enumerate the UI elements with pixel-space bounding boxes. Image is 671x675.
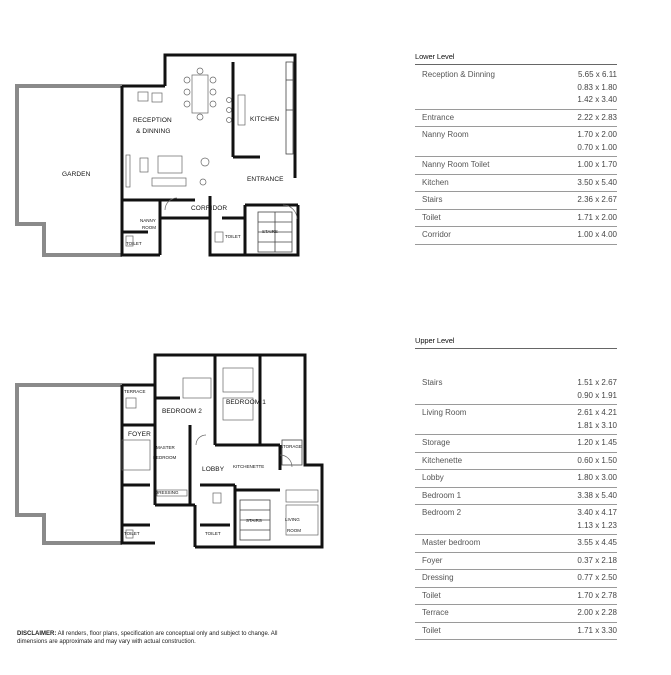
lower-room-row [415, 67, 617, 110]
label-toilet-lower: TOILET [225, 234, 241, 239]
upper-garden-area [17, 385, 122, 543]
room-name: Stairs [422, 195, 443, 204]
lower-room-row [415, 192, 617, 210]
label-dressing: DRESSING [155, 490, 179, 495]
label-kitchenette: KITCHENETTE [233, 464, 265, 469]
disclaimer [17, 630, 307, 646]
room-name: Bedroom 2 [422, 508, 462, 517]
label-master-bedroom: BEDROOM [153, 455, 177, 460]
room-dimension-value: 0.77 x 2.50 [577, 573, 617, 582]
room-dimension-value: 3.38 x 5.40 [577, 490, 617, 500]
label-lobby: LOBBY [202, 466, 225, 473]
room-dimensions [577, 212, 617, 225]
room-dimensions [577, 194, 617, 207]
lower-thin-walls [258, 62, 293, 252]
room-dimension-value: 1.80 x 3.00 [577, 473, 617, 482]
room-dimension-value: 3.40 x 4.17 [577, 508, 617, 517]
room-name: Nanny Room Toilet [422, 160, 490, 169]
lower-room-row [415, 227, 617, 245]
room-name: Kitchenette [422, 455, 463, 465]
lower-room-row [415, 210, 617, 228]
room-dimension-value: 1.13 x 1.23 [577, 520, 617, 530]
upper-room-row [415, 405, 617, 435]
label-stairs-upper: STAIRS [246, 518, 262, 523]
label-toilet-nanny: TOILET [126, 241, 142, 246]
room-dimensions [577, 625, 617, 638]
upper-level-title: Upper Level [415, 336, 455, 345]
upper-room-row [415, 470, 617, 488]
room-name: Storage [422, 438, 451, 447]
upper-room-row [415, 623, 617, 641]
label-kitchen: KITCHEN [250, 116, 280, 123]
room-dimensions [577, 472, 617, 485]
room-dimensions [577, 507, 617, 532]
room-dimensions [577, 129, 617, 154]
upper-room-row [415, 553, 617, 571]
label-living: LIVING [285, 517, 300, 522]
upper-room-row [415, 588, 617, 606]
room-dimension-value: 5.65 x 6.11 [578, 70, 617, 79]
room-dimension-value: 1.70 x 2.78 [577, 590, 617, 600]
room-name: Living Room [422, 408, 467, 417]
label-garden: GARDEN [62, 171, 91, 178]
label-bedroom1: BEDROOM 1 [226, 399, 266, 406]
room-dimension-value: 3.55 x 4.45 [577, 538, 617, 547]
label-reception: RECEPTION [133, 117, 172, 124]
room-name: Kitchen [422, 177, 449, 187]
lower-room-row [415, 127, 617, 157]
label-storage: STORAGE [280, 444, 302, 449]
upper-level-plan [17, 355, 322, 547]
room-name: Nanny Room [422, 130, 469, 139]
room-dimensions [577, 437, 617, 450]
room-name: Foyer [422, 555, 443, 565]
room-name: Terrace [422, 608, 449, 617]
room-dimension-value: 1.71 x 2.00 [577, 212, 617, 222]
room-name: Dressing [422, 573, 454, 582]
label-foyer: FOYER [128, 431, 151, 438]
upper-room-row [415, 488, 617, 506]
label-dinning: & DINNING [136, 128, 171, 135]
room-dimension-value: 1.42 x 3.40 [577, 95, 617, 104]
room-dimension-value: 1.20 x 1.45 [577, 438, 617, 447]
lower-level-title: Lower Level [415, 52, 455, 61]
room-name: Corridor [422, 230, 451, 239]
upper-room-row [415, 505, 617, 535]
upper-room-row [415, 570, 617, 588]
lower-level-table [415, 52, 617, 245]
room-dimension-value: 0.90 x 1.91 [577, 390, 617, 400]
room-dimensions [577, 177, 617, 190]
room-name: Toilet [422, 590, 441, 600]
lower-room-row [415, 157, 617, 175]
lower-level-plan [17, 55, 298, 255]
room-dimension-value: 0.60 x 1.50 [577, 455, 617, 465]
room-name: Bedroom 1 [422, 490, 462, 500]
upper-room-row [415, 375, 617, 405]
room-dimensions [577, 159, 617, 172]
room-dimensions [577, 69, 617, 107]
room-dimension-value: 3.50 x 5.40 [577, 177, 617, 187]
room-dimension-value: 0.83 x 1.80 [577, 82, 617, 92]
room-dimension-value: 2.61 x 4.21 [577, 408, 617, 417]
room-dimension-value: 2.00 x 2.28 [577, 608, 617, 617]
label-living-room: ROOM [287, 528, 301, 533]
room-dimension-value: 1.51 x 2.67 [577, 378, 617, 387]
room-dimension-value: 2.22 x 2.83 [577, 112, 617, 122]
room-dimension-value: 1.00 x 1.70 [577, 160, 617, 169]
lower-room-row [415, 110, 617, 128]
label-stairs-lower: STAIRS [262, 229, 278, 234]
label-nanny: NANNY [140, 218, 156, 223]
upper-room-row [415, 535, 617, 553]
room-name: Toilet [422, 212, 441, 222]
room-dimension-value: 1.81 x 3.10 [577, 420, 617, 430]
label-corridor: CORRIDOR [191, 205, 228, 212]
room-dimension-value: 1.71 x 3.30 [577, 625, 617, 635]
upper-room-row [415, 453, 617, 471]
room-dimension-value: 0.37 x 2.18 [577, 555, 617, 565]
room-dimension-value: 0.70 x 1.00 [577, 142, 617, 152]
room-name: Master bedroom [422, 538, 481, 547]
room-name: Entrance [422, 112, 455, 122]
room-name: Stairs [422, 378, 443, 387]
room-dimensions [577, 607, 617, 620]
room-dimensions [577, 229, 617, 242]
label-terrace: TERRACE [124, 389, 146, 394]
room-dimensions [577, 555, 617, 568]
room-dimensions [577, 537, 617, 550]
upper-level-rows [415, 375, 617, 640]
disclaimer-text: All renders, floor plans, specification are conceptual only and subject to change. All dimensions are approximate and may vary with actual construction. [17, 631, 278, 645]
room-name: Toilet [422, 625, 441, 635]
room-dimensions [577, 590, 617, 603]
room-name: Lobby [422, 473, 444, 482]
label-toilet-upper-a: TOILET [124, 531, 140, 536]
label-toilet-upper-b: TOILET [205, 531, 221, 536]
room-dimensions [577, 490, 617, 503]
label-nanny-room: ROOM [142, 225, 156, 230]
room-dimension-value: 1.00 x 4.00 [577, 230, 617, 239]
upper-room-row [415, 605, 617, 623]
lower-level-rule [415, 64, 617, 65]
room-dimensions [577, 407, 617, 432]
room-dimensions [577, 455, 617, 468]
lower-room-row [415, 175, 617, 193]
room-dimensions [577, 572, 617, 585]
upper-level-table [415, 336, 617, 640]
upper-room-row [415, 435, 617, 453]
upper-furniture [122, 368, 318, 538]
room-dimensions [577, 112, 617, 125]
label-bedroom2: BEDROOM 2 [162, 408, 202, 415]
label-master: MASTER [156, 445, 175, 450]
upper-level-rule [415, 348, 617, 349]
lower-level-rows [415, 67, 617, 245]
room-dimension-value: 1.70 x 2.00 [577, 130, 617, 139]
room-name: Reception & Dinning [422, 70, 495, 79]
label-entrance: ENTRANCE [247, 176, 284, 183]
disclaimer-label: DISCLAIMER: [17, 631, 57, 637]
room-dimensions [577, 377, 617, 402]
room-dimension-value: 2.36 x 2.67 [577, 195, 617, 204]
